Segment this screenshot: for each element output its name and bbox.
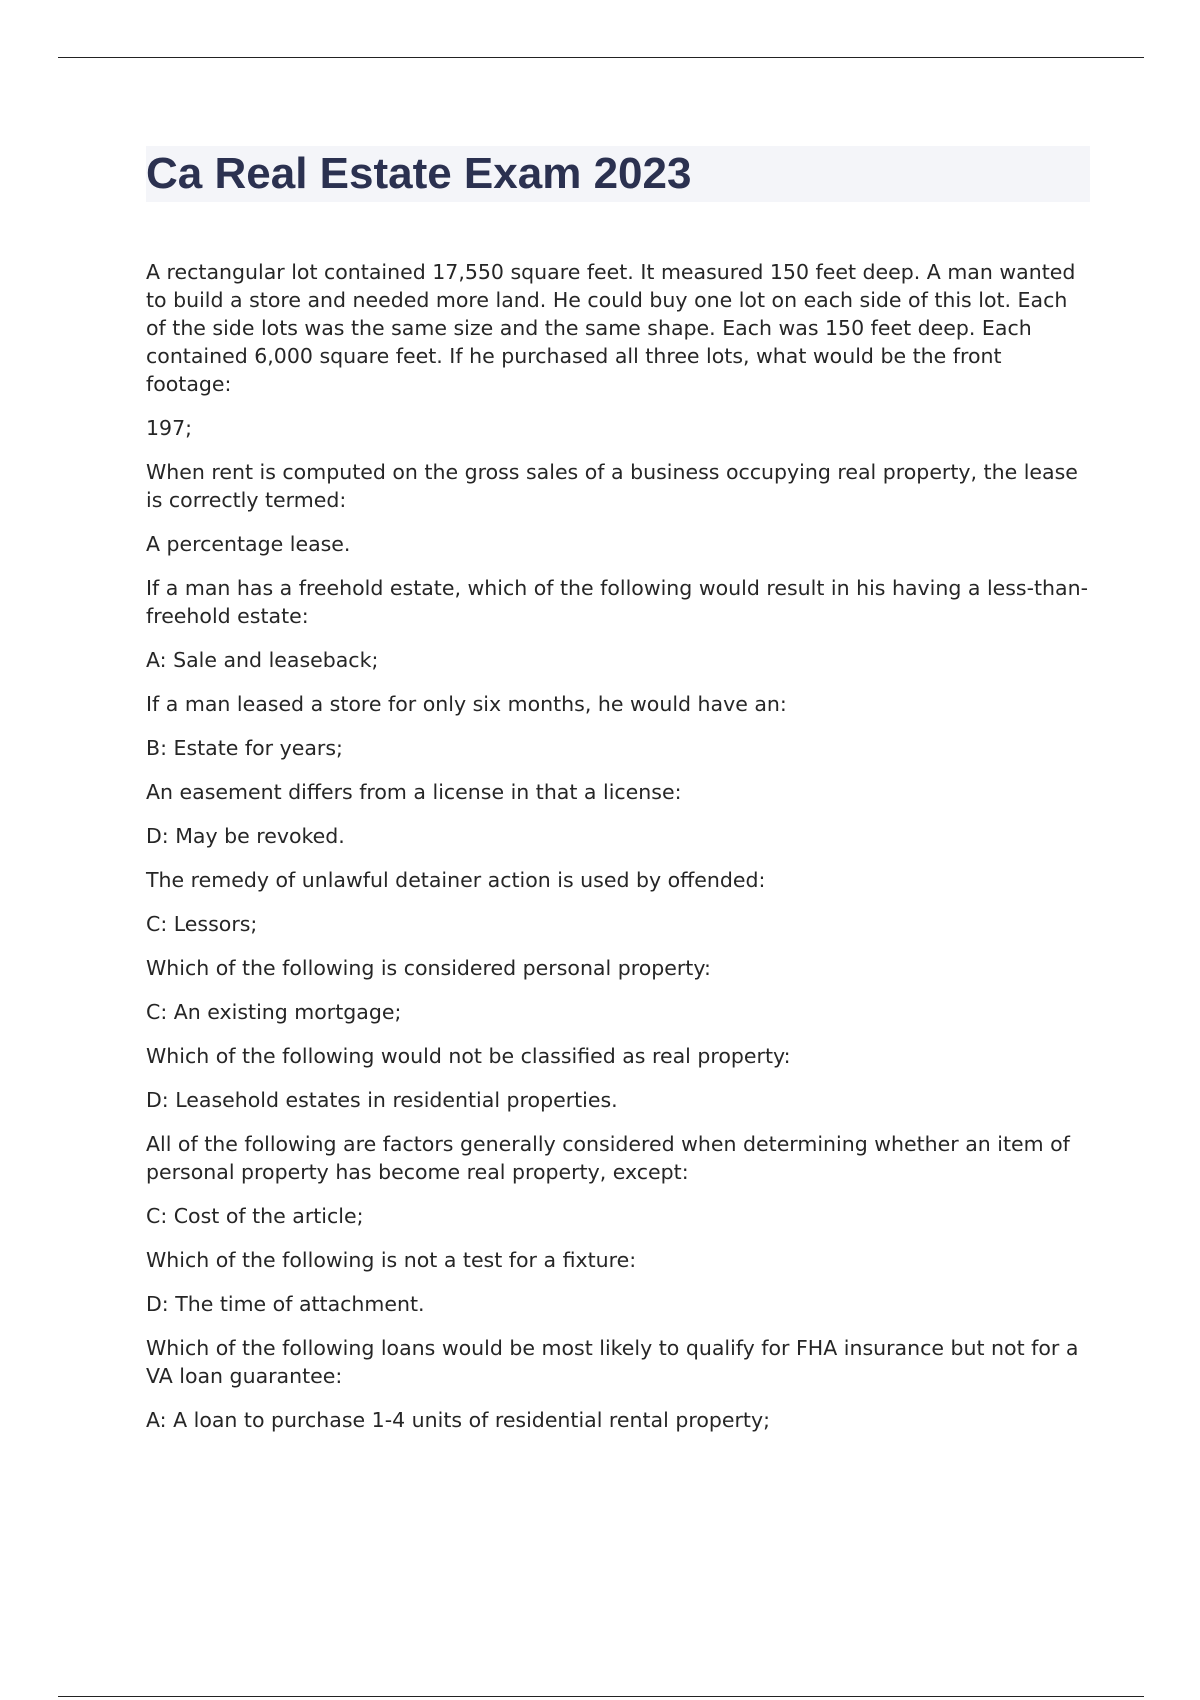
answer-6: C: Lessors; xyxy=(146,912,258,936)
answer-10: D: The time of attachment. xyxy=(146,1292,425,1316)
question-2: When rent is computed on the gross sales of a business occupying real property, the lease is correctly termed: xyxy=(146,460,1078,512)
question-1: A rectangular lot contained 17,550 square feet. It measured 150 feet deep. A man wanted to build a store and needed more land. He could buy one lot on each side of this lot. Each of the side lots was the same size and the same shape. Each was 150 feet deep. Each contained 6,000 square feet. If he purchased all three lots, what would be the front footage: xyxy=(146,260,1076,396)
answer-2: A percentage lease. xyxy=(146,532,351,556)
document-body xyxy=(146,258,1090,1450)
question-6: The remedy of unlawful detainer action is used by offended: xyxy=(146,868,766,892)
answer-3: A: Sale and leaseback; xyxy=(146,648,379,672)
question-5: An easement differs from a license in that a license: xyxy=(146,780,682,804)
answer-8: D: Leasehold estates in residential properties. xyxy=(146,1088,618,1112)
answer-4: B: Estate for years; xyxy=(146,736,343,760)
answer-11: A: A loan to purchase 1-4 units of residential rental property; xyxy=(146,1408,770,1432)
question-10: Which of the following is not a test for a fixture: xyxy=(146,1248,637,1272)
question-11: Which of the following loans would be most likely to qualify for FHA insurance but not for a VA loan guarantee: xyxy=(146,1336,1079,1388)
answer-9: C: Cost of the article; xyxy=(146,1204,364,1228)
title-band xyxy=(146,146,1090,202)
answer-5: D: May be revoked. xyxy=(146,824,345,848)
top-rule xyxy=(58,57,1144,58)
answer-1: 197; xyxy=(146,416,193,440)
document-title: Ca Real Estate Exam 2023 xyxy=(146,149,692,198)
question-8: Which of the following would not be classified as real property: xyxy=(146,1044,791,1068)
question-4: If a man leased a store for only six months, he would have an: xyxy=(146,692,787,716)
answer-7: C: An existing mortgage; xyxy=(146,1000,402,1024)
bottom-rule xyxy=(58,1696,1144,1697)
question-3: If a man has a freehold estate, which of the following would result in his having a less-than-freehold estate: xyxy=(146,576,1088,628)
question-9: All of the following are factors generally considered when determining whether an item of personal property has become real property, except: xyxy=(146,1132,1070,1184)
question-7: Which of the following is considered personal property: xyxy=(146,956,711,980)
